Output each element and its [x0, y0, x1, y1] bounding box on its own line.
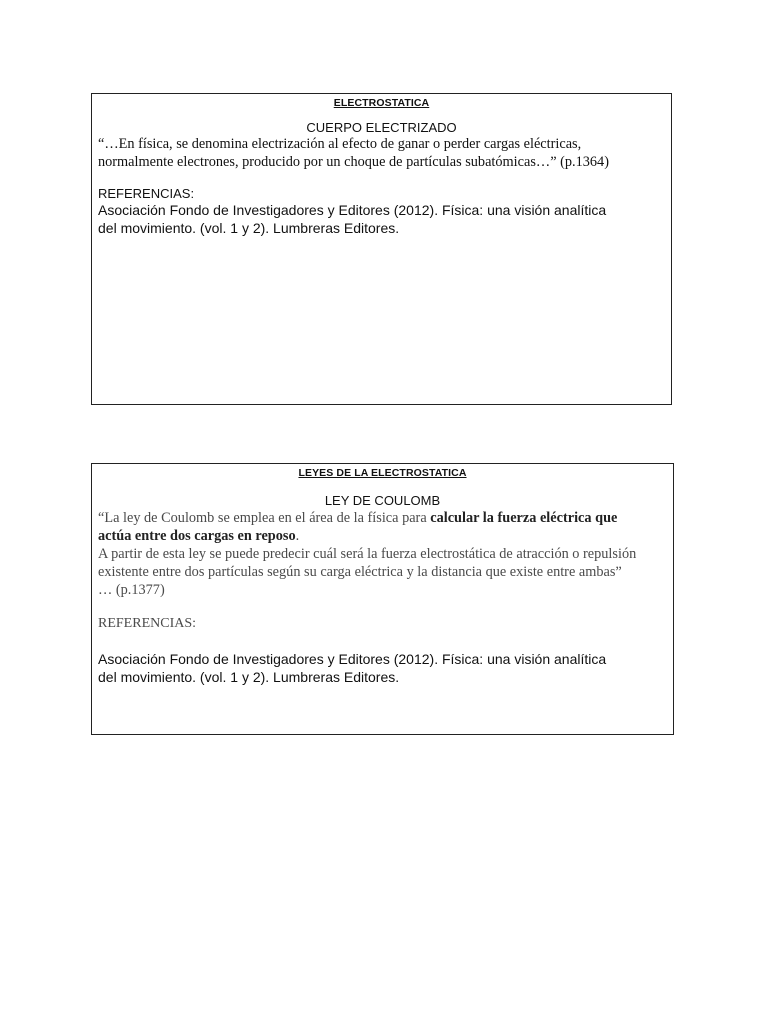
- quote-plain: “La ley de Coulomb se emplea en el área de la física para: [98, 510, 431, 526]
- quote-line: normalmente electrones, producido por un choque de partículas subatómicas…” (p.1364): [98, 154, 609, 170]
- quote-bold: calcular la fuerza eléctrica que: [430, 510, 618, 526]
- citation-line: del movimiento. (vol. 1 y 2). Lumbreras Editores.: [98, 669, 400, 685]
- references-label: REFERENCIAS:: [98, 616, 197, 631]
- quote-line: A partir de esta ley se puede predecir cuál será la fuerza electrostática de atracción o repulsión: [98, 546, 637, 562]
- quote-line: … (p.1377): [98, 582, 165, 598]
- quote-line: “…En física, se denomina electrización al efecto de ganar o perder cargas eléctricas,: [98, 136, 582, 152]
- card-heading: LEYES DE LA ELECTROSTATICA: [298, 467, 467, 479]
- citation-line: Asociación Fondo de Investigadores y Editores (2012). Física: una visión analítica: [98, 202, 607, 218]
- quote-line: [98, 509, 667, 527]
- card-electrostatica: [91, 93, 672, 405]
- quote-line: existente entre dos partículas según su carga eléctrica y la distancia que existe entre ambas”: [98, 564, 622, 580]
- card-leyes-electrostatica: [91, 463, 674, 735]
- references-label: REFERENCIAS:: [98, 186, 195, 201]
- quote-text: [92, 135, 671, 171]
- citation-line: Asociación Fondo de Investigadores y Editores (2012). Física: una visión analítica: [98, 651, 607, 667]
- quote-bold: actúa entre dos cargas en reposo: [98, 528, 296, 544]
- card-subtitle: LEY DE COULOMB: [324, 493, 441, 508]
- card-subtitle: CUERPO ELECTRIZADO: [306, 120, 457, 135]
- quote-line: [98, 527, 667, 545]
- quote-text: [92, 509, 673, 599]
- card-heading: ELECTROSTATICA: [333, 97, 430, 109]
- citation-text: [92, 650, 673, 686]
- citation-text: [92, 201, 671, 237]
- quote-period: .: [295, 528, 300, 544]
- citation-line: del movimiento. (vol. 1 y 2). Lumbreras Editores.: [98, 220, 400, 236]
